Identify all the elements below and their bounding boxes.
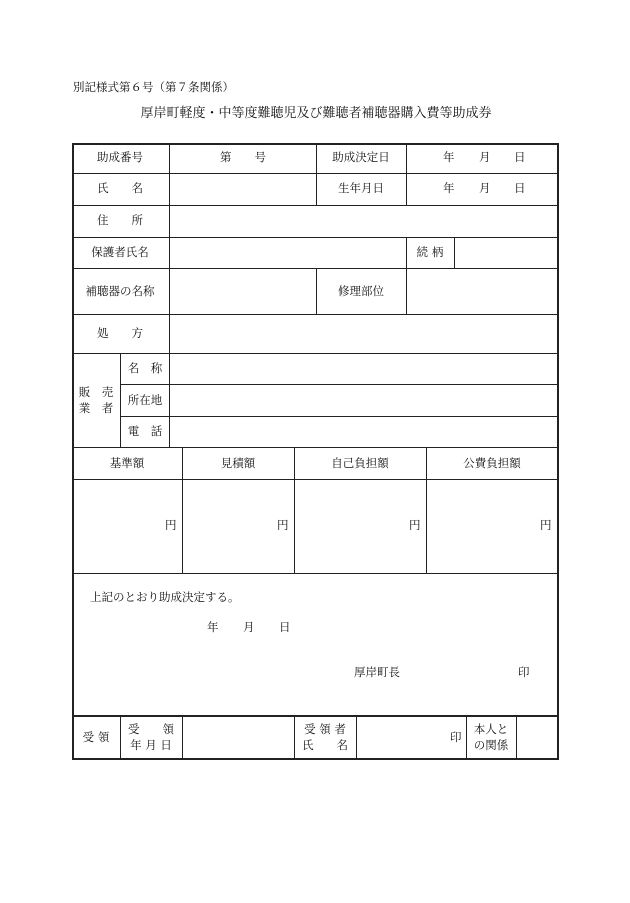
receipt-date-label-line1: 受 領 [128,722,174,736]
standard-amount-label: 基準額 [109,456,145,470]
hearing-aid-name-field[interactable] [171,270,315,313]
form-reference: 別記様式第６号（第７条関係） [73,80,234,94]
public-pay-amount-field[interactable]: 円 [540,518,552,532]
birth-date-month[interactable]: 月 [479,181,491,195]
relation-label-line1: 本人と [473,722,509,736]
self-pay-amount-field[interactable]: 円 [409,518,421,532]
birth-date-year[interactable]: 年 [443,181,455,195]
decision-day[interactable]: 日 [279,620,291,634]
grant-number-label: 助成番号 [97,150,143,164]
standard-amount-field[interactable]: 円 [165,518,177,532]
recipient-name-label-line1: 受 領 者 [304,722,346,736]
prescription-field[interactable] [171,316,556,352]
guardian-name-label: 保護者氏名 [91,245,149,259]
address-field[interactable] [171,207,556,236]
receipt-date-label-line2: 年 月 日 [130,738,172,752]
vendor-group-label-line2: 業 者 [78,401,114,415]
birth-date-day[interactable]: 日 [514,181,526,195]
receipt-label: 受 領 [82,730,110,744]
birth-date-label: 生年月日 [338,181,384,195]
repair-part-field[interactable] [408,270,556,313]
recipient-name-field[interactable] [358,717,448,757]
vendor-location-label: 所在地 [127,393,163,407]
vendor-group-label-line1: 販 売 [78,385,114,399]
decision-month[interactable]: 月 [243,620,255,634]
repair-part-label: 修理部位 [338,284,384,298]
vendor-phone-field[interactable] [171,418,556,446]
mayor-title: 厚岸町長 [354,665,400,679]
mayor-seal[interactable]: 印 [518,665,530,679]
decision-date-label: 助成決定日 [332,150,390,164]
decision-date-day[interactable]: 日 [514,150,526,164]
recipient-name-label-line2: 氏 名 [302,738,348,752]
grant-number-field[interactable]: 第 号 [220,150,266,164]
name-field[interactable] [171,175,315,204]
vendor-location-field[interactable] [171,386,556,415]
name-label: 氏 名 [97,181,143,195]
vendor-name-field[interactable] [171,355,556,383]
decision-statement: 上記のとおり助成決定する。 [90,590,240,604]
estimate-amount-label: 見積額 [220,456,256,470]
public-pay-amount-label: 公費負担額 [463,456,521,470]
vendor-phone-label: 電 話 [127,424,163,438]
receipt-date-field[interactable] [184,717,293,757]
decision-year[interactable]: 年 [207,620,219,634]
decision-date-year[interactable]: 年 [443,150,455,164]
recipient-seal[interactable]: 印 [450,730,462,744]
estimate-amount-field[interactable]: 円 [277,518,289,532]
self-pay-amount-label: 自己負担額 [331,456,389,470]
decision-date-month[interactable]: 月 [479,150,491,164]
hearing-aid-name-label: 補聴器の名称 [85,284,155,298]
relation-label-line2: の関係 [473,738,509,752]
relation-field[interactable] [518,717,556,757]
vendor-name-label: 名 称 [127,361,163,375]
relationship-label: 続 柄 [416,245,444,259]
form-title: 厚岸町軽度・中等度難聴児及び難聴者補聴器購入費等助成券 [140,106,492,121]
address-label: 住 所 [97,213,143,227]
guardian-name-field[interactable] [171,239,405,267]
relationship-field[interactable] [456,239,556,267]
prescription-label: 処 方 [97,326,143,340]
